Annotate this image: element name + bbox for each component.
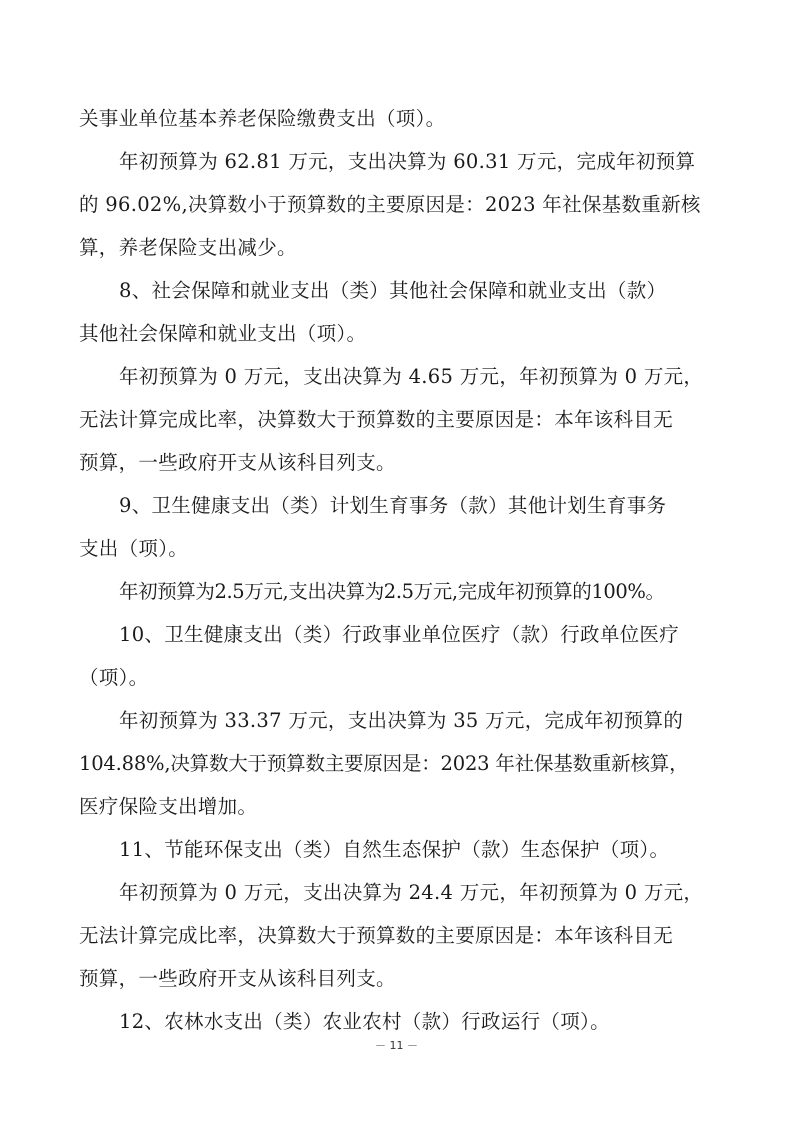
text-line: 年初预算为2.5万元,支出决算为2.5万元,完成年初预算的100%。 xyxy=(119,580,665,603)
text-line: 预算，一些政府开支从该科目列支。 xyxy=(79,451,396,474)
text-line: 算，养老保险支出减少。 xyxy=(79,236,297,259)
text-line: 年初预算为 33.37 万元，支出决算为 35 万元，完成年初预算的 xyxy=(119,709,684,732)
paragraph-item-10-heading xyxy=(79,613,719,699)
paragraph-item-8-heading xyxy=(79,269,719,355)
text-line: 11、节能环保支出（类）自然生态保护（款）生态保护（项）。 xyxy=(119,838,670,861)
paragraph-pension-budget xyxy=(79,140,719,269)
text-line: 支出（项）。 xyxy=(79,537,189,560)
text-line: 无法计算完成比率，决算数大于预算数的主要原因是：本年该科目无 xyxy=(79,924,674,947)
text-line: 的 96.02%,决算数小于预算数的主要原因是：2023 年社保基数重新核 xyxy=(79,193,701,216)
text-line: 医疗保险支出增加。 xyxy=(79,795,258,818)
text-line: 其他社会保障和就业支出（项）。 xyxy=(79,322,367,345)
text-line: 104.88%,决算数大于预算数主要原因是：2023 年社保基数重新核算， xyxy=(79,752,689,775)
paragraph-item-8-budget xyxy=(79,355,719,484)
paragraph-item-11-budget xyxy=(79,871,719,1000)
text-line: 预算，一些政府开支从该科目列支。 xyxy=(79,967,396,990)
paragraph-item-10-budget xyxy=(79,699,719,828)
text-line: 无法计算完成比率，决算数大于预算数的主要原因是：本年该科目无 xyxy=(79,408,674,431)
paragraph-continuation xyxy=(79,97,719,140)
text-line: 年初预算为 0 万元，支出决算为 24.4 万元，年初预算为 0 万元， xyxy=(119,881,704,904)
text-line: 10、卫生健康支出（类）行政事业单位医疗（款）行政单位医疗 xyxy=(119,623,680,646)
text-line: 12、农林水支出（类）农业农村（款）行政运行（项）。 xyxy=(119,1010,610,1033)
paragraph-item-11-heading xyxy=(79,828,719,871)
text-line: 9、卫生健康支出（类）计划生育事务（款）其他计划生育事务 xyxy=(119,494,667,517)
text-line: （项）。 xyxy=(79,666,149,689)
text-line: 8、社会保障和就业支出（类）其他社会保障和就业支出（款） xyxy=(119,279,667,302)
text-line: 年初预算为 62.81 万元，支出决算为 60.31 万元，完成年初预算 xyxy=(119,150,696,173)
text-line: 关事业单位基本养老保险缴费支出（项）。 xyxy=(79,107,446,130)
text-line: 年初预算为 0 万元，支出决算为 4.65 万元，年初预算为 0 万元， xyxy=(119,365,704,388)
page-number: － 11 － xyxy=(375,1039,418,1052)
paragraph-item-9-budget xyxy=(79,570,719,613)
paragraph-item-9-heading xyxy=(79,484,719,570)
